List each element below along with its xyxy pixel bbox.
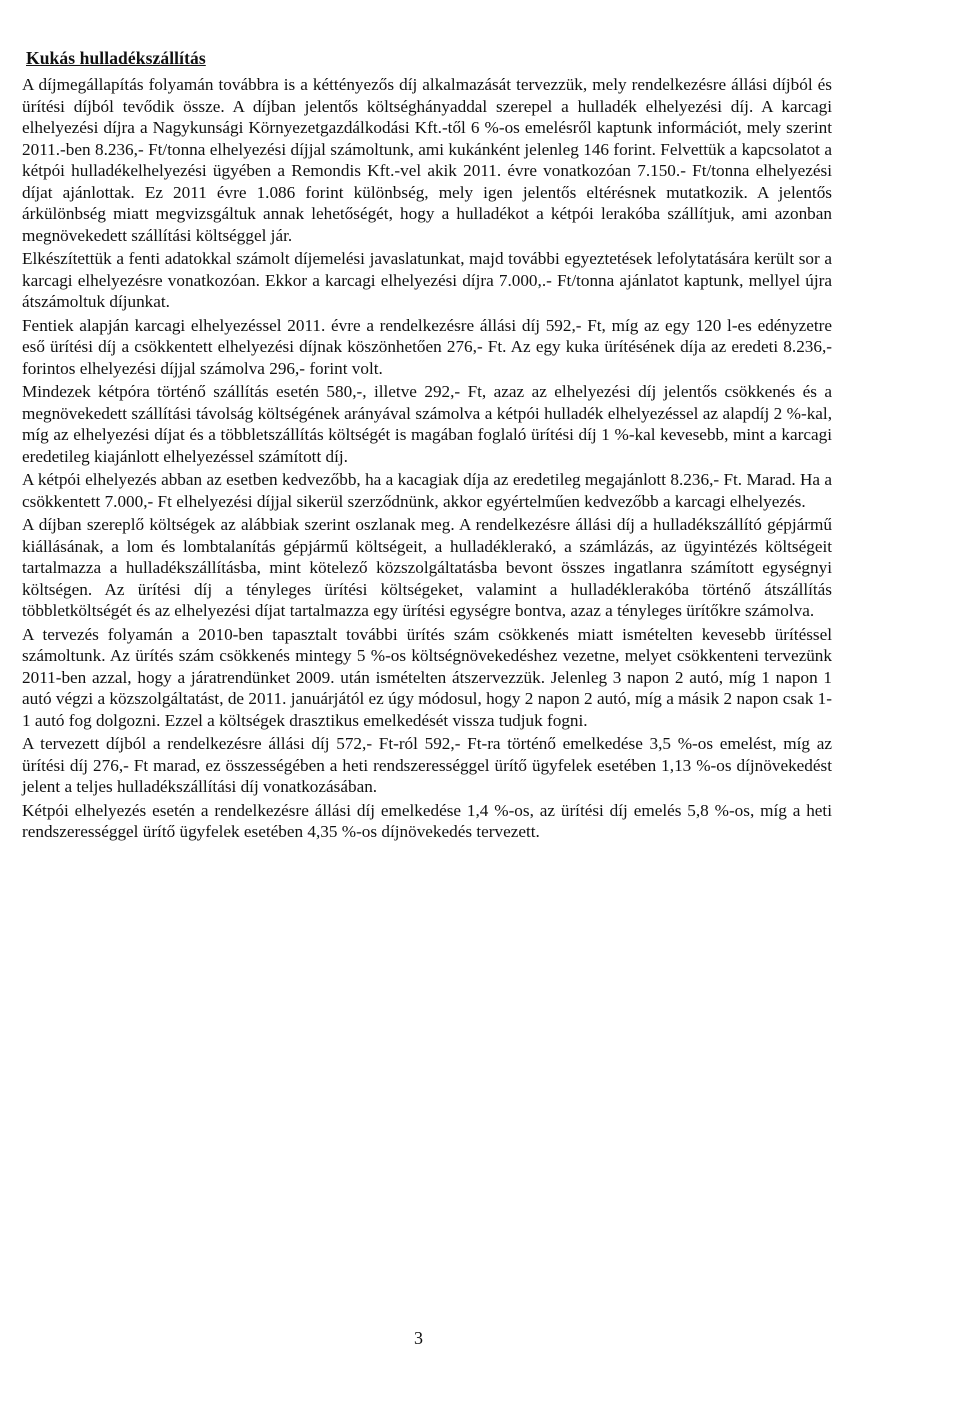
page-number: 3 [414,1328,423,1348]
paragraph-ketpo-fee-increase: Kétpói elhelyezés esetén a rendelkezésre állási díj emelkedése 1,4 %-os, az ürítési díj emelés 5,8 %-os, míg a heti rendszerességgel ürítő ügyfelek esetében 4,35 %-os díjnövekedés tervezett. [22,800,832,841]
paragraph-route-reorganization: A tervezés folyamán a 2010-ben tapasztalt további ürítés szám csökkenés miatt ismételten kevesebb ürítéssel számoltunk. Az ürítés szám csökkenés mintegy 5 %-os költségnövekedéshez vezetne, melyet csökkenteni tervezünk 2011-ben azzal, hogy a járatrendünket 2009. után ismételten átszervezzük. Jelenleg 3 napon 2 autó, míg 1 napon 1 autó végzi a közszolgáltatást, de 2011. januárjától ez úgy módosul, hogy 2 napon 2 autó, míg a másik 2 napon csak 1-1 autó fog dolgozni. Ezzel a költségek drasztikus emelkedését vissza tudjuk fogni. [22,624,832,730]
paragraph-disposal-fee-overview: A díjmegállapítás folyamán továbbra is a kéttényezős díj alkalmazását tervezzük, mely rendelkezésre állási díjból és ürítési díjból tevődik össze. A díjban jelentős költséghányaddal szerepel a hulladék elhelyezési díj. A karcagi elhelyezési díjra a Nagykunsági Környezetgazdálkodási Kft.-től 6 %-os emelésről kaptunk információt, mely szerint 2011.-ben 8.236,- Ft/tonna elhelyezési díjjal számoltunk, ami kukánként jelenleg 146 forint. Felvettük a kapcsolatot a kétpói hulladékelhelyezési ügyében a Remondis Kft.-vel akik 2011. évre vonatkozóan 7.150.- Ft/tonna elhelyezési díjat ajánlottak. Ez 2011 évre 1.086 forint különbség, mely igen jelentős eltérésnek mutatkozik. A jelentős árkülönbség miatt megvizsgáltuk annak lehetőségét, hogy a hulladékot a kétpói lerakóba szállítjuk, ami azonban megnövekedett szállítási költséggel jár. [22,75,832,245]
paragraph-ketpo-comparison: Mindezek kétpóra történő szállítás esetén 580,-, illetve 292,- Ft, azaz az elhelyezési díj jelentős csökkenés és a megnövekedett szállítási távolság költségének arányával számolva a kétpói hulladék elhelyezéssel az alapdíj 2 %-kal, míg az elhelyezési díjat és a többletszállítás költségét is magában foglaló ürítési díj 1 %-kal kevesebb, mint a karcagi eredetileg kiajánlott elhelyezéssel számított díj. [22,382,832,466]
paragraph-fee-increase: A tervezett díjból a rendelkezésre állási díj 572,- Ft-ról 592,- Ft-ra történő emelkedése 3,5 %-os emelést, míg az ürítési díj 276,- Ft marad, ez összességében a heti rendszerességgel ürítő ügyfelek esetében 1,13 %-os díjnövekedést jelent a teljes hulladékszállítási díj vonatkozásában. [22,734,832,796]
document-body [22,74,832,843]
paragraph-fee-proposal: Elkészítettük a fenti adatokkal számolt díjemelési javaslatunkat, majd további egyeztetések lefolytatására került sor a karcagi elhelyezésre vonatkozóan. Ekkor a karcagi elhelyezési díjra 7.000,.- Ft/tonna ajánlatot kaptunk, mellyel újra átszámoltuk díjunkat. [22,249,832,311]
section-heading: Kukás hulladékszállítás [26,48,206,68]
paragraph-karcag-fees: Fentiek alapján karcagi elhelyezéssel 2011. évre a rendelkezésre állási díj 592,- Ft, míg az egy 120 l-es edényzetre eső ürítési díj a csökkentett elhelyezési díjnak köszönhetően 276,- Ft. Az egy kuka ürítésének díja az eredeti 8.236,- forintos elhelyezési díjjal számolva 296,- forint volt. [22,315,832,378]
paragraph-ketpo-advantage: A kétpói elhelyezés abban az esetben kedvezőbb, ha a kacagiak díja az eredetileg megajánlott 8.236,- Ft. Marad. Ha a csökkentett 7.000,- Ft elhelyezési díjjal sikerül szerződnünk, akkor egyértelműen kedvezőbb a karcagi elhelyezés. [22,470,832,511]
paragraph-cost-breakdown: A díjban szereplő költségek az alábbiak szerint oszlanak meg. A rendelkezésre állási díj a hulladékszállító gépjármű kiállásának, a lom és lombtalanítás gépjármű költségeit, a hulladéklerakó, a számlázás, az ügyintézés költségeit tartalmazza a hulladékszállításba, mint kötelező közszolgáltatásba bevont összes ingatlanra számított egységnyi költségen. Az ürítési díj a tényleges ürítési költségeket, valamint a hulladéklerakóba történő átszállítás többletköltségét és az elhelyezési díjat tartalmazza egy ürítési egységre bontva, azaz a tényleges ürítőkre számolva. [22,515,832,620]
